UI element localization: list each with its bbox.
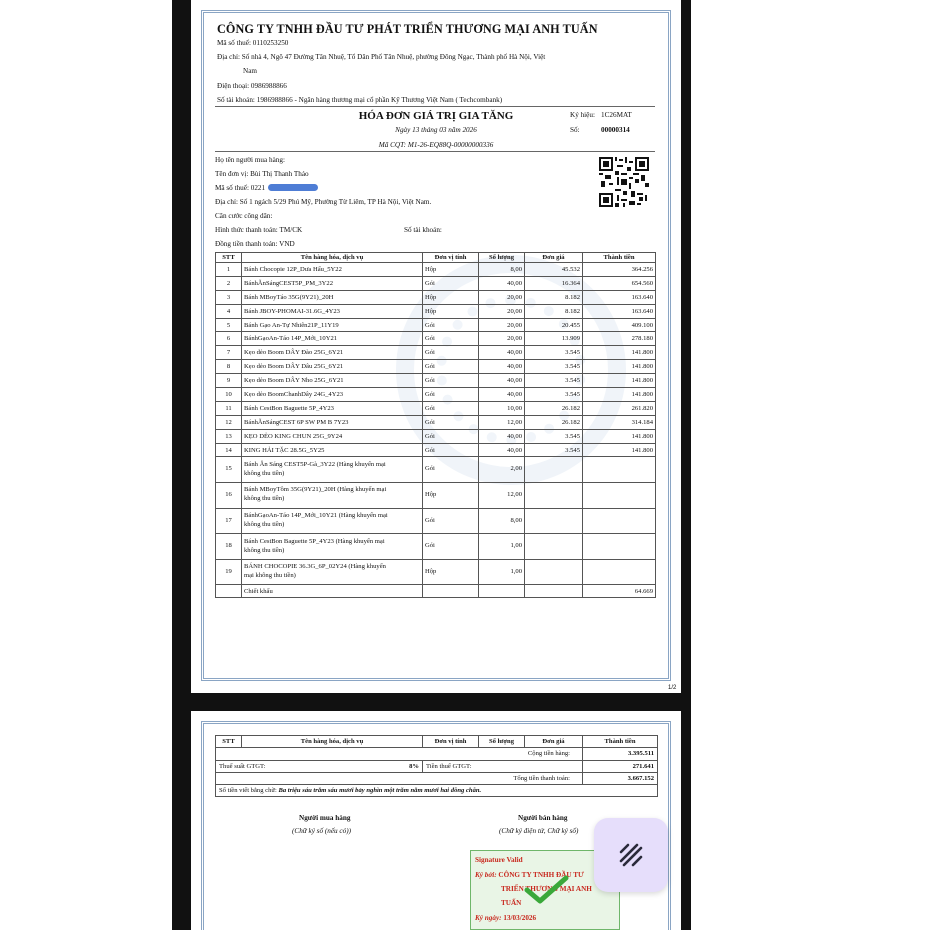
table-row xyxy=(216,332,656,346)
cell-stt: 1 xyxy=(216,263,242,277)
checkmark-icon xyxy=(523,875,569,905)
cell-unit: Gói xyxy=(423,508,479,534)
cell-stt: 8 xyxy=(216,360,242,374)
cell-amount xyxy=(583,483,656,509)
subtotal-value: 3.395.511 xyxy=(583,748,658,760)
cell-price: 3.545 xyxy=(525,374,583,388)
cell-unit: Gói xyxy=(423,388,479,402)
seller-phone: Điện thoại: 0986988866 xyxy=(217,82,287,90)
cell-price: 3.545 xyxy=(525,443,583,457)
divider xyxy=(215,106,655,107)
cell-item-name: KẸO DẺO KING CHUN 25G_9Y24 xyxy=(242,429,423,443)
cell-price xyxy=(525,559,583,585)
cell-unit: Gói xyxy=(423,401,479,415)
cell-item-name: BánhĂnSángCEST5P_PM_3Y22 xyxy=(242,276,423,290)
cell-item-name xyxy=(242,483,423,509)
cell-stt: 17 xyxy=(216,508,242,534)
cell-stt: 10 xyxy=(216,388,242,402)
col-header: STT xyxy=(216,736,242,748)
cell-amount: 654.560 xyxy=(583,276,656,290)
cell-unit: Gói xyxy=(423,457,479,483)
cell-quantity: 1,00 xyxy=(479,534,525,560)
cell-price xyxy=(525,508,583,534)
cell-quantity: 40,00 xyxy=(479,443,525,457)
table-header-row xyxy=(216,253,656,263)
cell-price: 8.182 xyxy=(525,304,583,318)
cell-price: 26.182 xyxy=(525,401,583,415)
cell-unit: Gói xyxy=(423,429,479,443)
amount-in-words: Ba triệu sáu trăm sáu mươi bảy nghìn một trăm năm mươi hai đồng chẵn. xyxy=(278,787,482,795)
invoice-page-1 xyxy=(191,0,681,693)
cell-amount: 141.800 xyxy=(583,429,656,443)
cell-unit: Hộp xyxy=(423,304,479,318)
cell-item-name: Kẹo dẻo Boom DÂY Dâu 25G_6Y21 xyxy=(242,360,423,374)
buyer-unit: Tên đơn vị: Bùi Thị Thanh Thảo xyxy=(215,170,309,178)
cell-price xyxy=(525,483,583,509)
table-header-row xyxy=(216,736,658,748)
cqt-code: Mã CQT: M1-26-EQ88Q-00000000336 xyxy=(378,141,494,149)
buyer-sign-title: Người mua hàng xyxy=(299,814,351,822)
qr-code-icon xyxy=(599,157,649,207)
cell-stt: 9 xyxy=(216,374,242,388)
left-dark-margin xyxy=(172,0,191,930)
cell-price: 3.545 xyxy=(525,388,583,402)
annotate-fab-button[interactable] xyxy=(594,818,668,892)
seller-address: Địa chỉ: Số nhà 4, Ngõ 47 Đường Tân Nhuệ, Tổ Dân Phố Tân Nhuệ, phường Đông Ngạc, Thành phố Hà Nội, Việt xyxy=(217,53,546,61)
table-row xyxy=(216,559,656,585)
vat-rate-cell xyxy=(216,760,423,772)
col-header: Tên hàng hóa, dịch vụ xyxy=(242,253,423,263)
table-row xyxy=(216,304,656,318)
buyer-tax-code: Mã số thuế: 0221 xyxy=(215,184,266,192)
cell-amount: 314.184 xyxy=(583,415,656,429)
payment-method: Hình thức thanh toán: TM/CK xyxy=(215,226,303,234)
cell-stt: 5 xyxy=(216,318,242,332)
cell-unit: Gói xyxy=(423,374,479,388)
table-row xyxy=(216,508,656,534)
signed-by-line3: TUẤN xyxy=(501,899,522,907)
buyer-address: Địa chỉ: Số 1 ngách 5/29 Phú Mỹ, Phường Từ Liêm, TP Hà Nội, Việt Nam. xyxy=(215,198,432,206)
cell-unit: Gói xyxy=(423,360,479,374)
cell-item-name: Bánh CestBon Baguette 5P_4Y23 xyxy=(242,401,423,415)
symbol-label: Ký hiệu: xyxy=(570,111,595,119)
cell-amount xyxy=(583,559,656,585)
cell-stt: 7 xyxy=(216,346,242,360)
buyer-sign-note: (Chữ ký số (nếu có)) xyxy=(292,827,352,835)
cell-item-name xyxy=(242,457,423,483)
cell-item-name: BánhGạoAn-Táo 14P_Mới_10Y21 xyxy=(242,332,423,346)
cell-stt: 6 xyxy=(216,332,242,346)
item-name-line: không thu tiền) xyxy=(244,520,285,528)
cell-unit: Gói xyxy=(423,276,479,290)
cell-quantity: 12,00 xyxy=(479,483,525,509)
cell-quantity: 20,00 xyxy=(479,304,525,318)
currency: Đồng tiền thanh toán: VND xyxy=(215,240,295,248)
cell-price: 26.182 xyxy=(525,415,583,429)
cell-item-name: Kẹo dẻo Boom DÂY Nho 25G_6Y21 xyxy=(242,374,423,388)
number-label: Số: xyxy=(570,126,580,134)
signature-valid: Signature Valid xyxy=(475,856,523,864)
invoice-symbol: 1C26MAT xyxy=(601,111,632,119)
cell-item-name: Bánh Gạo An-Tự Nhiên21P_11Y19 xyxy=(242,318,423,332)
cell-amount: 141.800 xyxy=(583,443,656,457)
seller-bank-account: Số tài khoản: 1986988866 - Ngân hàng thương mại cổ phần Kỹ Thương Việt Nam ( Techcombank) xyxy=(217,96,503,104)
signed-by-label: Ký bởi: xyxy=(475,871,497,879)
cell-item-name xyxy=(242,508,423,534)
col-header: Thành tiền xyxy=(583,253,656,263)
cell-stt: 4 xyxy=(216,304,242,318)
cell-quantity: 8,00 xyxy=(479,263,525,277)
cell-stt: 13 xyxy=(216,429,242,443)
cell-stt: 15 xyxy=(216,457,242,483)
cell-price xyxy=(525,585,583,598)
page-gap xyxy=(172,693,691,711)
table-row xyxy=(216,534,656,560)
table-row xyxy=(216,443,656,457)
cell-amount xyxy=(583,457,656,483)
cell-price: 45.532 xyxy=(525,263,583,277)
cell-item-name: Bánh MBoyTáo 35G(9Y21)_20H xyxy=(242,290,423,304)
table-row xyxy=(216,429,656,443)
col-header: Đơn giá xyxy=(525,253,583,263)
cell-amount xyxy=(583,508,656,534)
cell-amount: 163.640 xyxy=(583,304,656,318)
signed-date-label: Ký ngày: xyxy=(475,914,502,922)
cell-item-name: Kẹo dẻo Boom DÂY Đào 25G_6Y21 xyxy=(242,346,423,360)
cell-quantity: 10,00 xyxy=(479,401,525,415)
cell-stt: 19 xyxy=(216,559,242,585)
cell-unit: Gói xyxy=(423,332,479,346)
col-header: Số lượng xyxy=(479,253,525,263)
vat-row xyxy=(216,760,658,772)
table-row xyxy=(216,263,656,277)
cell-quantity: 12,00 xyxy=(479,415,525,429)
seller-name: CÔNG TY TNHH ĐẦU TƯ PHÁT TRIỂN THƯƠNG MẠI ANH TUẤN xyxy=(217,22,598,36)
cell-unit: Gói xyxy=(423,443,479,457)
table-row xyxy=(216,276,656,290)
page-number: 1/2 xyxy=(668,685,677,691)
cell-item-name: KING HẢI TẶC 28.5G_5Y25 xyxy=(242,443,423,457)
table-row xyxy=(216,483,656,509)
cell-quantity: 2,00 xyxy=(479,457,525,483)
col-header: Đơn giá xyxy=(525,736,583,748)
cell-unit: Hộp xyxy=(423,263,479,277)
cell-unit: Gói xyxy=(423,318,479,332)
cell-item-name: Bánh JBOY-PHOMAI-31.6G_4Y23 xyxy=(242,304,423,318)
cell-stt: 3 xyxy=(216,290,242,304)
cell-stt: 2 xyxy=(216,276,242,290)
cell-price: 3.545 xyxy=(525,429,583,443)
table-row xyxy=(216,415,656,429)
cell-amount: 409.100 xyxy=(583,318,656,332)
discount-row xyxy=(216,585,656,598)
discount-label: Chiết khấu xyxy=(242,585,423,598)
discount-value: 64.669 xyxy=(583,585,656,598)
item-name-line: Bánh Ăn Sáng CEST5P-Gà_3Y22 (Hàng khuyến mại xyxy=(244,460,386,468)
cell-amount: 141.800 xyxy=(583,374,656,388)
vat-rate-value: 8% xyxy=(409,762,419,770)
cell-price: 3.545 xyxy=(525,360,583,374)
buyer-id-card: Căn cước công dân: xyxy=(215,212,273,220)
redaction-mark xyxy=(268,184,318,191)
cell-quantity: 20,00 xyxy=(479,318,525,332)
cell-unit: Gói xyxy=(423,346,479,360)
cell-unit: Hộp xyxy=(423,483,479,509)
cell-item-name xyxy=(242,534,423,560)
cell-quantity: 40,00 xyxy=(479,346,525,360)
right-dark-margin xyxy=(681,0,691,930)
item-name-line: mại không thu tiền) xyxy=(244,572,296,580)
cell-amount xyxy=(583,534,656,560)
col-header: Số lượng xyxy=(479,736,525,748)
col-header: Thành tiền xyxy=(583,736,658,748)
cell-amount: 364.256 xyxy=(583,263,656,277)
item-name-line: BÁNH CHOCOPIE 36.3G_6P_02Y24 (Hàng khuyến xyxy=(244,563,386,571)
item-name-line: không thu tiền) xyxy=(244,495,285,503)
cell-item-name xyxy=(242,559,423,585)
item-name-line: BánhGạoAn-Táo 14P_Mới_10Y21 (Hàng khuyến mại xyxy=(244,512,388,520)
item-name-line: Bánh CestBon Baguette 5P_4Y23 (Hàng khuyến mại xyxy=(244,537,385,545)
cell-unit: Hộp xyxy=(423,290,479,304)
cell-stt: 18 xyxy=(216,534,242,560)
cell-price xyxy=(525,534,583,560)
invoice-date: Ngày 13 tháng 03 năm 2026 xyxy=(395,126,477,134)
cell-amount: 141.800 xyxy=(583,346,656,360)
total-label: Tổng tiền thanh toán: xyxy=(216,772,583,784)
total-value: 3.667.152 xyxy=(583,772,658,784)
cell-item-name: Kẹo dẻo BoomChanhDây 24G_4Y23 xyxy=(242,388,423,402)
signed-by-line1: CÔNG TY TNHH ĐẦU TƯ xyxy=(498,871,584,879)
item-name-line: Bánh MBoyTôm 35G(9Y21)_20H (Hàng khuyến mại xyxy=(244,486,387,494)
amount-in-words-row xyxy=(216,785,658,797)
table-row xyxy=(216,346,656,360)
cell-price: 16.364 xyxy=(525,276,583,290)
table-row xyxy=(216,290,656,304)
items-table xyxy=(215,252,656,598)
cell-stt: 11 xyxy=(216,401,242,415)
seller-sign-title: Người bán hàng xyxy=(518,814,568,822)
cell-price: 20.455 xyxy=(525,318,583,332)
cell-price: 8.182 xyxy=(525,290,583,304)
item-name-line: không thu tiền) xyxy=(244,546,285,554)
cell-quantity: 40,00 xyxy=(479,388,525,402)
cell-amount: 163.640 xyxy=(583,290,656,304)
table-row xyxy=(216,360,656,374)
words-label: Số tiền viết bằng chữ: xyxy=(219,787,277,795)
col-header: Đơn vị tính xyxy=(423,253,479,263)
cell-price: 13.909 xyxy=(525,332,583,346)
cell-quantity: 40,00 xyxy=(479,429,525,443)
buyer-name: Họ tên người mua hàng: xyxy=(215,156,285,164)
cell-quantity: 8,00 xyxy=(479,508,525,534)
cell-amount: 278.180 xyxy=(583,332,656,346)
seller-tax-code: Mã số thuế: 0110253250 xyxy=(217,39,289,47)
cell-item-name: BánhĂnSángCEST 6P SW PM B 7Y23 xyxy=(242,415,423,429)
subtotal-row xyxy=(216,748,658,760)
cell-quantity: 20,00 xyxy=(479,332,525,346)
cell-quantity: 20,00 xyxy=(479,290,525,304)
cell-price xyxy=(525,457,583,483)
cell-amount: 261.820 xyxy=(583,401,656,415)
cell-unit: Gói xyxy=(423,534,479,560)
item-name-line: không thu tiền) xyxy=(244,469,285,477)
table-row xyxy=(216,401,656,415)
table-row xyxy=(216,388,656,402)
cell-quantity xyxy=(479,585,525,598)
subtotal-label: Cộng tiền hàng: xyxy=(216,748,583,760)
table-row xyxy=(216,374,656,388)
cell-unit xyxy=(423,585,479,598)
col-header: STT xyxy=(216,253,242,263)
vat-value: 271.641 xyxy=(583,760,658,772)
col-header: Tên hàng hóa, dịch vụ xyxy=(242,736,423,748)
cell-stt: 14 xyxy=(216,443,242,457)
cell-stt xyxy=(216,585,242,598)
cell-quantity: 40,00 xyxy=(479,276,525,290)
total-row xyxy=(216,772,658,784)
cell-stt: 16 xyxy=(216,483,242,509)
seller-address-cont: Nam xyxy=(243,67,257,75)
cell-unit: Hộp xyxy=(423,559,479,585)
table-row xyxy=(216,457,656,483)
signed-date: 13/03/2026 xyxy=(503,914,537,922)
buyer-account: Số tài khoản: xyxy=(404,226,442,234)
table-row xyxy=(216,318,656,332)
signed-by-line2: TRIỂN THƯƠNG MẠI ANH xyxy=(501,885,592,893)
cell-price: 3.545 xyxy=(525,346,583,360)
cell-quantity: 1,00 xyxy=(479,559,525,585)
cell-quantity: 40,00 xyxy=(479,360,525,374)
seller-sign-note: (Chữ ký điện tử, Chữ ký số) xyxy=(499,827,579,835)
cell-amount: 141.800 xyxy=(583,388,656,402)
divider xyxy=(215,151,655,152)
totals-table xyxy=(215,735,658,797)
vat-label: Tiền thuế GTGT: xyxy=(423,760,583,772)
cell-quantity: 40,00 xyxy=(479,374,525,388)
vat-rate-label: Thuế suất GTGT: xyxy=(219,762,266,770)
cell-amount: 141.800 xyxy=(583,360,656,374)
cell-unit: Gói xyxy=(423,415,479,429)
invoice-title: HÓA ĐƠN GIÁ TRỊ GIA TĂNG xyxy=(358,110,514,122)
cell-stt: 12 xyxy=(216,415,242,429)
pen-scribble-icon xyxy=(614,838,648,872)
invoice-number: 00000314 xyxy=(601,126,630,134)
cell-item-name: Bánh Chocopie 12P_Dưa Hấu_5Y22 xyxy=(242,263,423,277)
col-header: Đơn vị tính xyxy=(423,736,479,748)
